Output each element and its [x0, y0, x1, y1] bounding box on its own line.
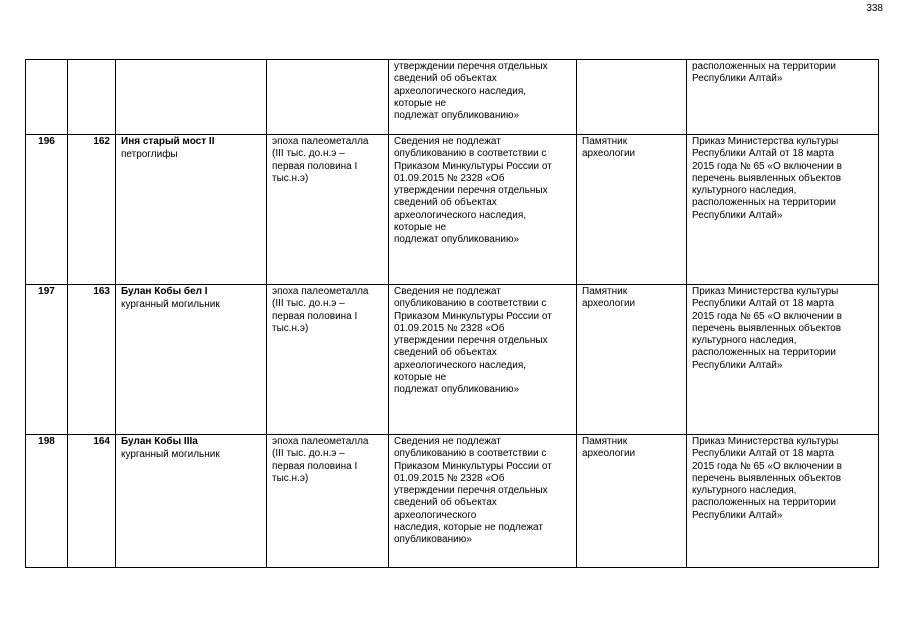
object-name: Иня старый мост II	[121, 136, 215, 147]
table-row	[26, 135, 879, 285]
restriction-cell	[389, 435, 577, 568]
object-kind: курганный могильник	[121, 449, 220, 461]
object-cell	[116, 435, 267, 568]
category-text: Памятник археологии	[582, 286, 636, 310]
object-cell	[116, 285, 267, 435]
restriction-cell	[389, 135, 577, 285]
heritage-registry-table	[25, 59, 879, 568]
row-number: 198	[26, 435, 68, 568]
dating-text: эпоха палеометалла (III тыс. до.н.э – первая половина I тыс.н.э)	[272, 436, 369, 484]
table-cell	[26, 60, 68, 135]
table-row-continuation	[26, 60, 879, 135]
table-cell	[68, 60, 116, 135]
object-kind: петроглифы	[121, 149, 178, 161]
category-text: Памятник археологии	[582, 436, 636, 460]
object-kind: курганный могильник	[121, 299, 220, 311]
category-cell	[577, 285, 687, 435]
dating-cell	[267, 435, 389, 568]
registry-number: 162	[68, 135, 116, 285]
restriction-text: Сведения не подлежат опубликованию в соответствии с Приказом Минкультуры России от 01.09.2015 № 2328 «Об утверждении перечня отдельных сведений об объектах археологического наследия, которые не подлежат опубликованию»	[394, 136, 552, 246]
table-cell-restriction	[389, 60, 577, 135]
order-cell	[687, 135, 879, 285]
order-text: Приказ Министерства культуры Республики Алтай от 18 марта 2015 года № 65 «О включении в перечень выявленных объектов культурного наследия, расположенных на территории Республики Алтай»	[692, 286, 842, 371]
table-cell	[577, 60, 687, 135]
table-row	[26, 435, 879, 568]
dating-cell	[267, 285, 389, 435]
registry-number: 163	[68, 285, 116, 435]
order-text: Приказ Министерства культуры Республики Алтай от 18 марта 2015 года № 65 «О включении в перечень выявленных объектов культурного наследия, расположенных на территории Республики Алтай»	[692, 136, 842, 221]
table-cell	[267, 60, 389, 135]
order-cell	[687, 435, 879, 568]
restriction-text: Сведения не подлежат опубликованию в соответствии с Приказом Минкультуры России от 01.09.2015 № 2328 «Об утверждении перечня отдельных сведений об объектах археологического наследия, которые не подлежат опубликованию»	[394, 436, 552, 546]
category-cell	[577, 435, 687, 568]
dating-text: эпоха палеометалла (III тыс. до.н.э – первая половина I тыс.н.э)	[272, 136, 369, 184]
restriction-text: утверждении перечня отдельных сведений об объектах археологического наследия, которые не подлежат опубликованию»	[394, 61, 548, 122]
object-name: Булан Кобы бел I	[121, 286, 208, 297]
row-number: 197	[26, 285, 68, 435]
order-cell	[687, 285, 879, 435]
object-name: Булан Кобы IIIа	[121, 436, 198, 447]
table-cell	[116, 60, 267, 135]
restriction-text: Сведения не подлежат опубликованию в соответствии с Приказом Минкультуры России от 01.09.2015 № 2328 «Об утверждении перечня отдельных сведений об объектах археологического наследия, которые не подлежат опубликованию»	[394, 286, 552, 396]
page-number: 338	[866, 3, 883, 14]
category-cell	[577, 135, 687, 285]
row-number: 196	[26, 135, 68, 285]
dating-cell	[267, 135, 389, 285]
object-cell	[116, 135, 267, 285]
table-cell-order	[687, 60, 879, 135]
table-row	[26, 285, 879, 435]
restriction-cell	[389, 285, 577, 435]
order-text: Приказ Министерства культуры Республики Алтай от 18 марта 2015 года № 65 «О включении в перечень выявленных объектов культурного наследия, расположенных на территории Республики Алтай»	[692, 436, 842, 521]
registry-number: 164	[68, 435, 116, 568]
category-text: Памятник археологии	[582, 136, 636, 160]
order-text: расположенных на территории Республики Алтай»	[692, 61, 836, 85]
dating-text: эпоха палеометалла (III тыс. до.н.э – первая половина I тыс.н.э)	[272, 286, 369, 334]
